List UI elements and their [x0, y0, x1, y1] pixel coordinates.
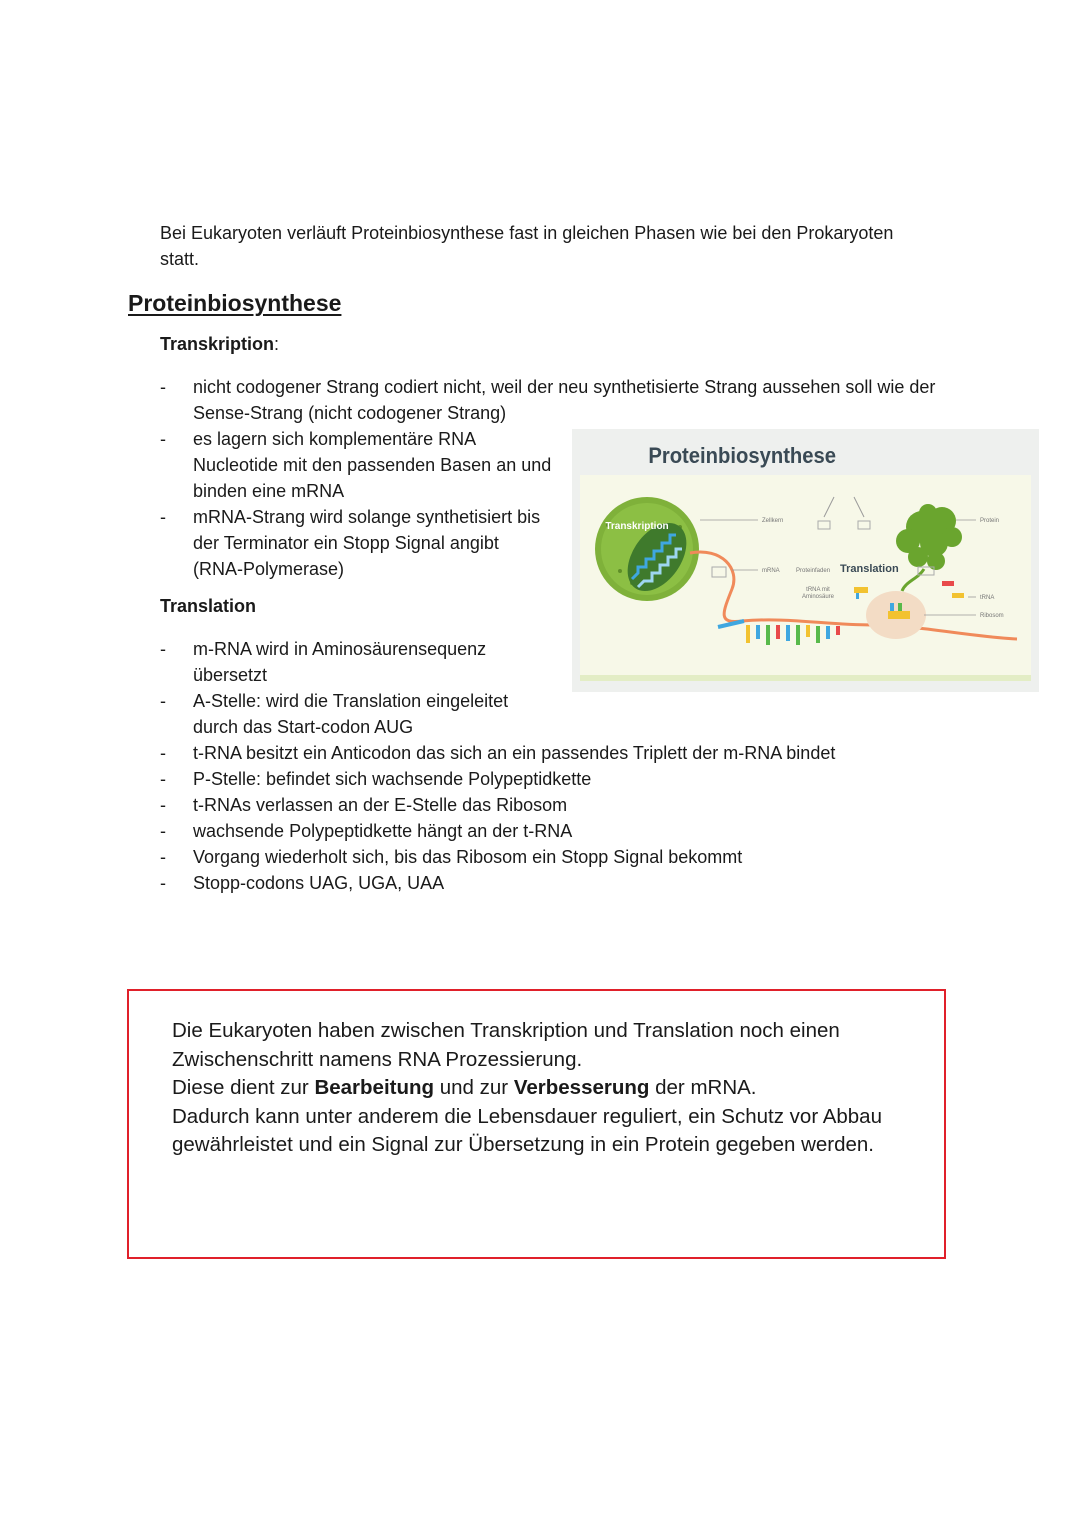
list-item-line: nicht codogener Strang codiert nicht, weil der neu synthetisierte Strang aussehen soll wie der	[193, 377, 936, 397]
list-item: - t-RNAs verlassen an der E-Stelle das Ribosom	[160, 792, 960, 818]
page-title: Proteinbiosynthese	[128, 290, 342, 316]
intro-line: statt.	[160, 249, 200, 269]
list-item-line: (RNA-Polymerase)	[193, 559, 345, 579]
list-item: - t-RNA besitzt ein Anticodon das sich an ein passendes Triplett der m-RNA bindet	[160, 740, 960, 766]
trna-aminosaeure-label: tRNA mit	[806, 587, 830, 593]
trna-label: tRNA	[980, 595, 995, 601]
proteinbiosynthese-figure	[572, 429, 1039, 692]
note-bold-verbesserung: Verbesserung	[513, 1076, 650, 1099]
transkription-label: Transkription	[605, 521, 669, 532]
section-label: Transkription	[160, 334, 275, 354]
list-item: - es lagern sich komplementäre RNA Nucleotide mit den passenden Basen an und binden eine mRNA	[160, 426, 960, 504]
list-item: - A-Stelle: wird die Translation eingeleitet durch das Start-codon AUG	[160, 688, 960, 740]
note-line	[172, 1074, 912, 1103]
note-line: gewährleistet und ein Signal zur Übersetzung in ein Protein gegeben werden.	[172, 1133, 875, 1156]
list-item: - m-RNA wird in Aminosäurensequenz übersetzt	[160, 636, 960, 688]
list-item: - Stopp-codons UAG, UGA, UAA	[160, 870, 960, 896]
list-item-line: A-Stelle: wird die Translation eingeleitet	[193, 691, 509, 711]
note-line-text: und zur	[434, 1076, 514, 1099]
list-item: - nicht codogener Strang codiert nicht, weil der neu synthetisierte Strang aussehen soll wie der Sense-Strang (nicht codogener Strang)	[160, 374, 960, 426]
list-item-line: Vorgang wiederholt sich, bis das Ribosom ein Stopp Signal bekommt	[193, 847, 743, 867]
list-item-line: der Terminator ein Stopp Signal angibt	[193, 533, 499, 553]
list-item-line: übersetzt	[193, 665, 268, 685]
note-line: Zwischenschritt namens RNA Prozessierung.	[172, 1047, 583, 1071]
proteinfaden-label: Proteinfaden	[796, 568, 831, 574]
list-item-line: durch das Start-codon AUG	[193, 717, 414, 737]
list-item-line: binden eine mRNA	[193, 481, 345, 501]
mrna-label: mRNA	[762, 568, 780, 574]
translation-label: Translation	[840, 563, 899, 575]
list-item-line: Stopp-codons UAG, UGA, UAA	[193, 873, 445, 893]
list-item: - wachsende Polypeptidkette hängt an der t-RNA	[160, 818, 960, 844]
protein-label: Protein	[980, 518, 1000, 524]
note-bold-bearbeitung: Bearbeitung	[314, 1076, 435, 1099]
figure-title: Proteinbiosynthese	[648, 444, 837, 469]
list-item: - mRNA-Strang wird solange synthetisiert bis der Terminator ein Stopp Signal angibt (RNA-Polymerase)	[160, 504, 960, 582]
list-item: - P-Stelle: befindet sich wachsende Polypeptidkette	[160, 766, 960, 792]
note-line-text: Diese dient zur	[172, 1076, 315, 1099]
summary-note-box	[127, 989, 946, 1259]
list-item: - Vorgang wiederholt sich, bis das Ribosom ein Stopp Signal bekommt	[160, 844, 960, 870]
list-item-line: wachsende Polypeptidkette hängt an der t-RNA	[193, 821, 573, 841]
list-item-line: t-RNA besitzt ein Anticodon das sich an ein passendes Triplett der m-RNA bindet	[193, 743, 836, 763]
list-item-line: P-Stelle: befindet sich wachsende Polypeptidkette	[193, 769, 592, 789]
section-label-colon: :	[274, 334, 280, 354]
list-item-line: es lagern sich komplementäre RNA	[193, 429, 477, 449]
zellkern-label: Zellkern	[762, 518, 784, 524]
intro-paragraph	[160, 220, 960, 272]
section-heading-translation: Translation	[160, 596, 257, 616]
list-item-line: t-RNAs verlassen an der E-Stelle das Ribosom	[193, 795, 568, 815]
trna-aminosaeure-label: Aminosäure	[801, 594, 835, 600]
ribosom-label: Ribosom	[980, 613, 1004, 619]
list-item-line: Nucleotide mit den passenden Basen an und	[193, 455, 552, 475]
intro-line: Bei Eukaryoten verläuft Proteinbiosynthese fast in gleichen Phasen wie bei den Prokaryoten	[160, 223, 894, 243]
note-line: Dadurch kann unter anderem die Lebensdauer reguliert, ein Schutz vor Abbau	[172, 1104, 882, 1128]
note-line-text: der mRNA.	[649, 1076, 757, 1099]
list-item-line: mRNA-Strang wird solange synthetisiert bis	[193, 507, 541, 527]
section-heading-transkription	[160, 334, 279, 355]
summary-note-text	[172, 1017, 912, 1160]
list-item-line: Sense-Strang (nicht codogener Strang)	[193, 403, 507, 423]
diagram-svg	[572, 429, 1039, 692]
note-line: Die Eukaryoten haben zwischen Transkription und Translation noch einen	[172, 1019, 840, 1042]
list-item-line: m-RNA wird in Aminosäurensequenz	[193, 639, 487, 659]
